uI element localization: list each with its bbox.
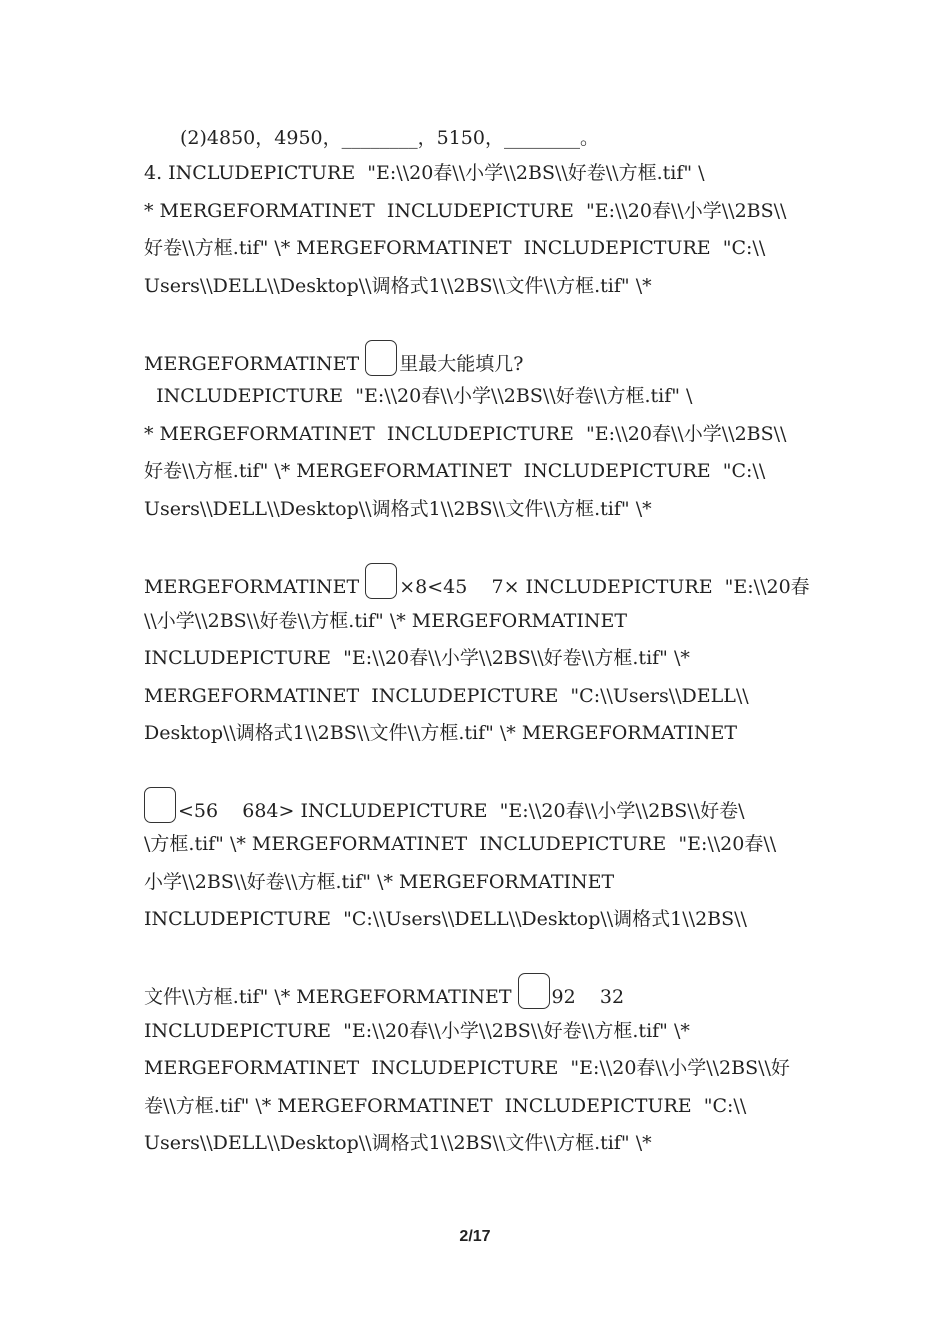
blank-box-icon <box>144 787 176 823</box>
answer-line-15: INCLUDEPICTURE "E:\\20春\\小学\\2BS\\好卷\\方框.tif" \* <box>144 1020 690 1042</box>
answer-line-7: INCLUDEPICTURE "E:\\20春\\小学\\2BS\\好卷\\方框.tif" \* <box>144 647 690 669</box>
answer-line-14-prefix: 文件\\方框.tif" \* MERGEFORMATINET <box>144 986 512 1008</box>
q2-sequence: (2)4850，4950，________，5150，________。 <box>180 127 599 149</box>
answer-line-4: Users\\DELL\\Desktop\\调格式1\\2BS\\文件\\方框.tif" \* <box>144 498 652 520</box>
answer-line-11: \方框.tif" \* MERGEFORMATINET INCLUDEPICTURE "E:\\20春\\ <box>144 833 777 855</box>
answer-line-18: Users\\DELL\\Desktop\\调格式1\\2BS\\文件\\方框.tif" \* <box>144 1132 652 1154</box>
q4-line-5 <box>144 340 523 376</box>
answer-line-5-prefix: MERGEFORMATINET <box>144 576 360 598</box>
answer-line-17: 卷\\方框.tif" \* MERGEFORMATINET INCLUDEPICTURE "C:\\ <box>144 1095 747 1117</box>
q4-line-2: * MERGEFORMATINET INCLUDEPICTURE "E:\\20春\\小学\\2BS\\ <box>144 200 787 222</box>
answer-line-9: Desktop\\调格式1\\2BS\\文件\\方框.tif" \* MERGEFORMATINET <box>144 722 738 744</box>
answer-line-2: * MERGEFORMATINET INCLUDEPICTURE "E:\\20春\\小学\\2BS\\ <box>144 423 787 445</box>
answer-line-14-suffix: 92 32 <box>551 986 625 1008</box>
answer-line-10-suffix: <56 684> INCLUDEPICTURE "E:\\20春\\小学\\2BS\\好卷\ <box>178 800 745 822</box>
q4-question: 里最大能填几? <box>399 353 524 375</box>
answer-line-12: 小学\\2BS\\好卷\\方框.tif" \* MERGEFORMATINET <box>144 871 615 893</box>
q4-line-5-prefix: MERGEFORMATINET <box>144 353 360 375</box>
answer-line-6: \\小学\\2BS\\好卷\\方框.tif" \* MERGEFORMATINET <box>144 610 628 632</box>
answer-line-13: INCLUDEPICTURE "C:\\Users\\DELL\\Desktop\\调格式1\\2BS\\ <box>144 908 747 930</box>
q4-line-1: 4. INCLUDEPICTURE "E:\\20春\\小学\\2BS\\好卷\\方框.tif" \ <box>144 162 705 184</box>
answer-line-3: 好卷\\方框.tif" \* MERGEFORMATINET INCLUDEPICTURE "C:\\ <box>144 460 766 482</box>
answer-line-5-suffix: ×8<45 7× INCLUDEPICTURE "E:\\20春 <box>399 576 810 598</box>
answer-line-5 <box>144 563 810 599</box>
q4-line-3: 好卷\\方框.tif" \* MERGEFORMATINET INCLUDEPICTURE "C:\\ <box>144 237 766 259</box>
answer-line-16: MERGEFORMATINET INCLUDEPICTURE "E:\\20春\\小学\\2BS\\好 <box>144 1057 790 1079</box>
blank-box-icon <box>365 563 397 599</box>
answer-line-1: INCLUDEPICTURE "E:\\20春\\小学\\2BS\\好卷\\方框.tif" \ <box>144 385 693 407</box>
answer-line-14 <box>144 973 624 1009</box>
blank-box-icon <box>365 340 397 376</box>
q4-line-4: Users\\DELL\\Desktop\\调格式1\\2BS\\文件\\方框.tif" \* <box>144 275 652 297</box>
page-indicator: 2/17 <box>459 1228 491 1245</box>
answer-line-10 <box>144 787 744 823</box>
blank-box-icon <box>518 973 550 1009</box>
answer-line-8: MERGEFORMATINET INCLUDEPICTURE "C:\\Users\\DELL\\ <box>144 685 749 707</box>
